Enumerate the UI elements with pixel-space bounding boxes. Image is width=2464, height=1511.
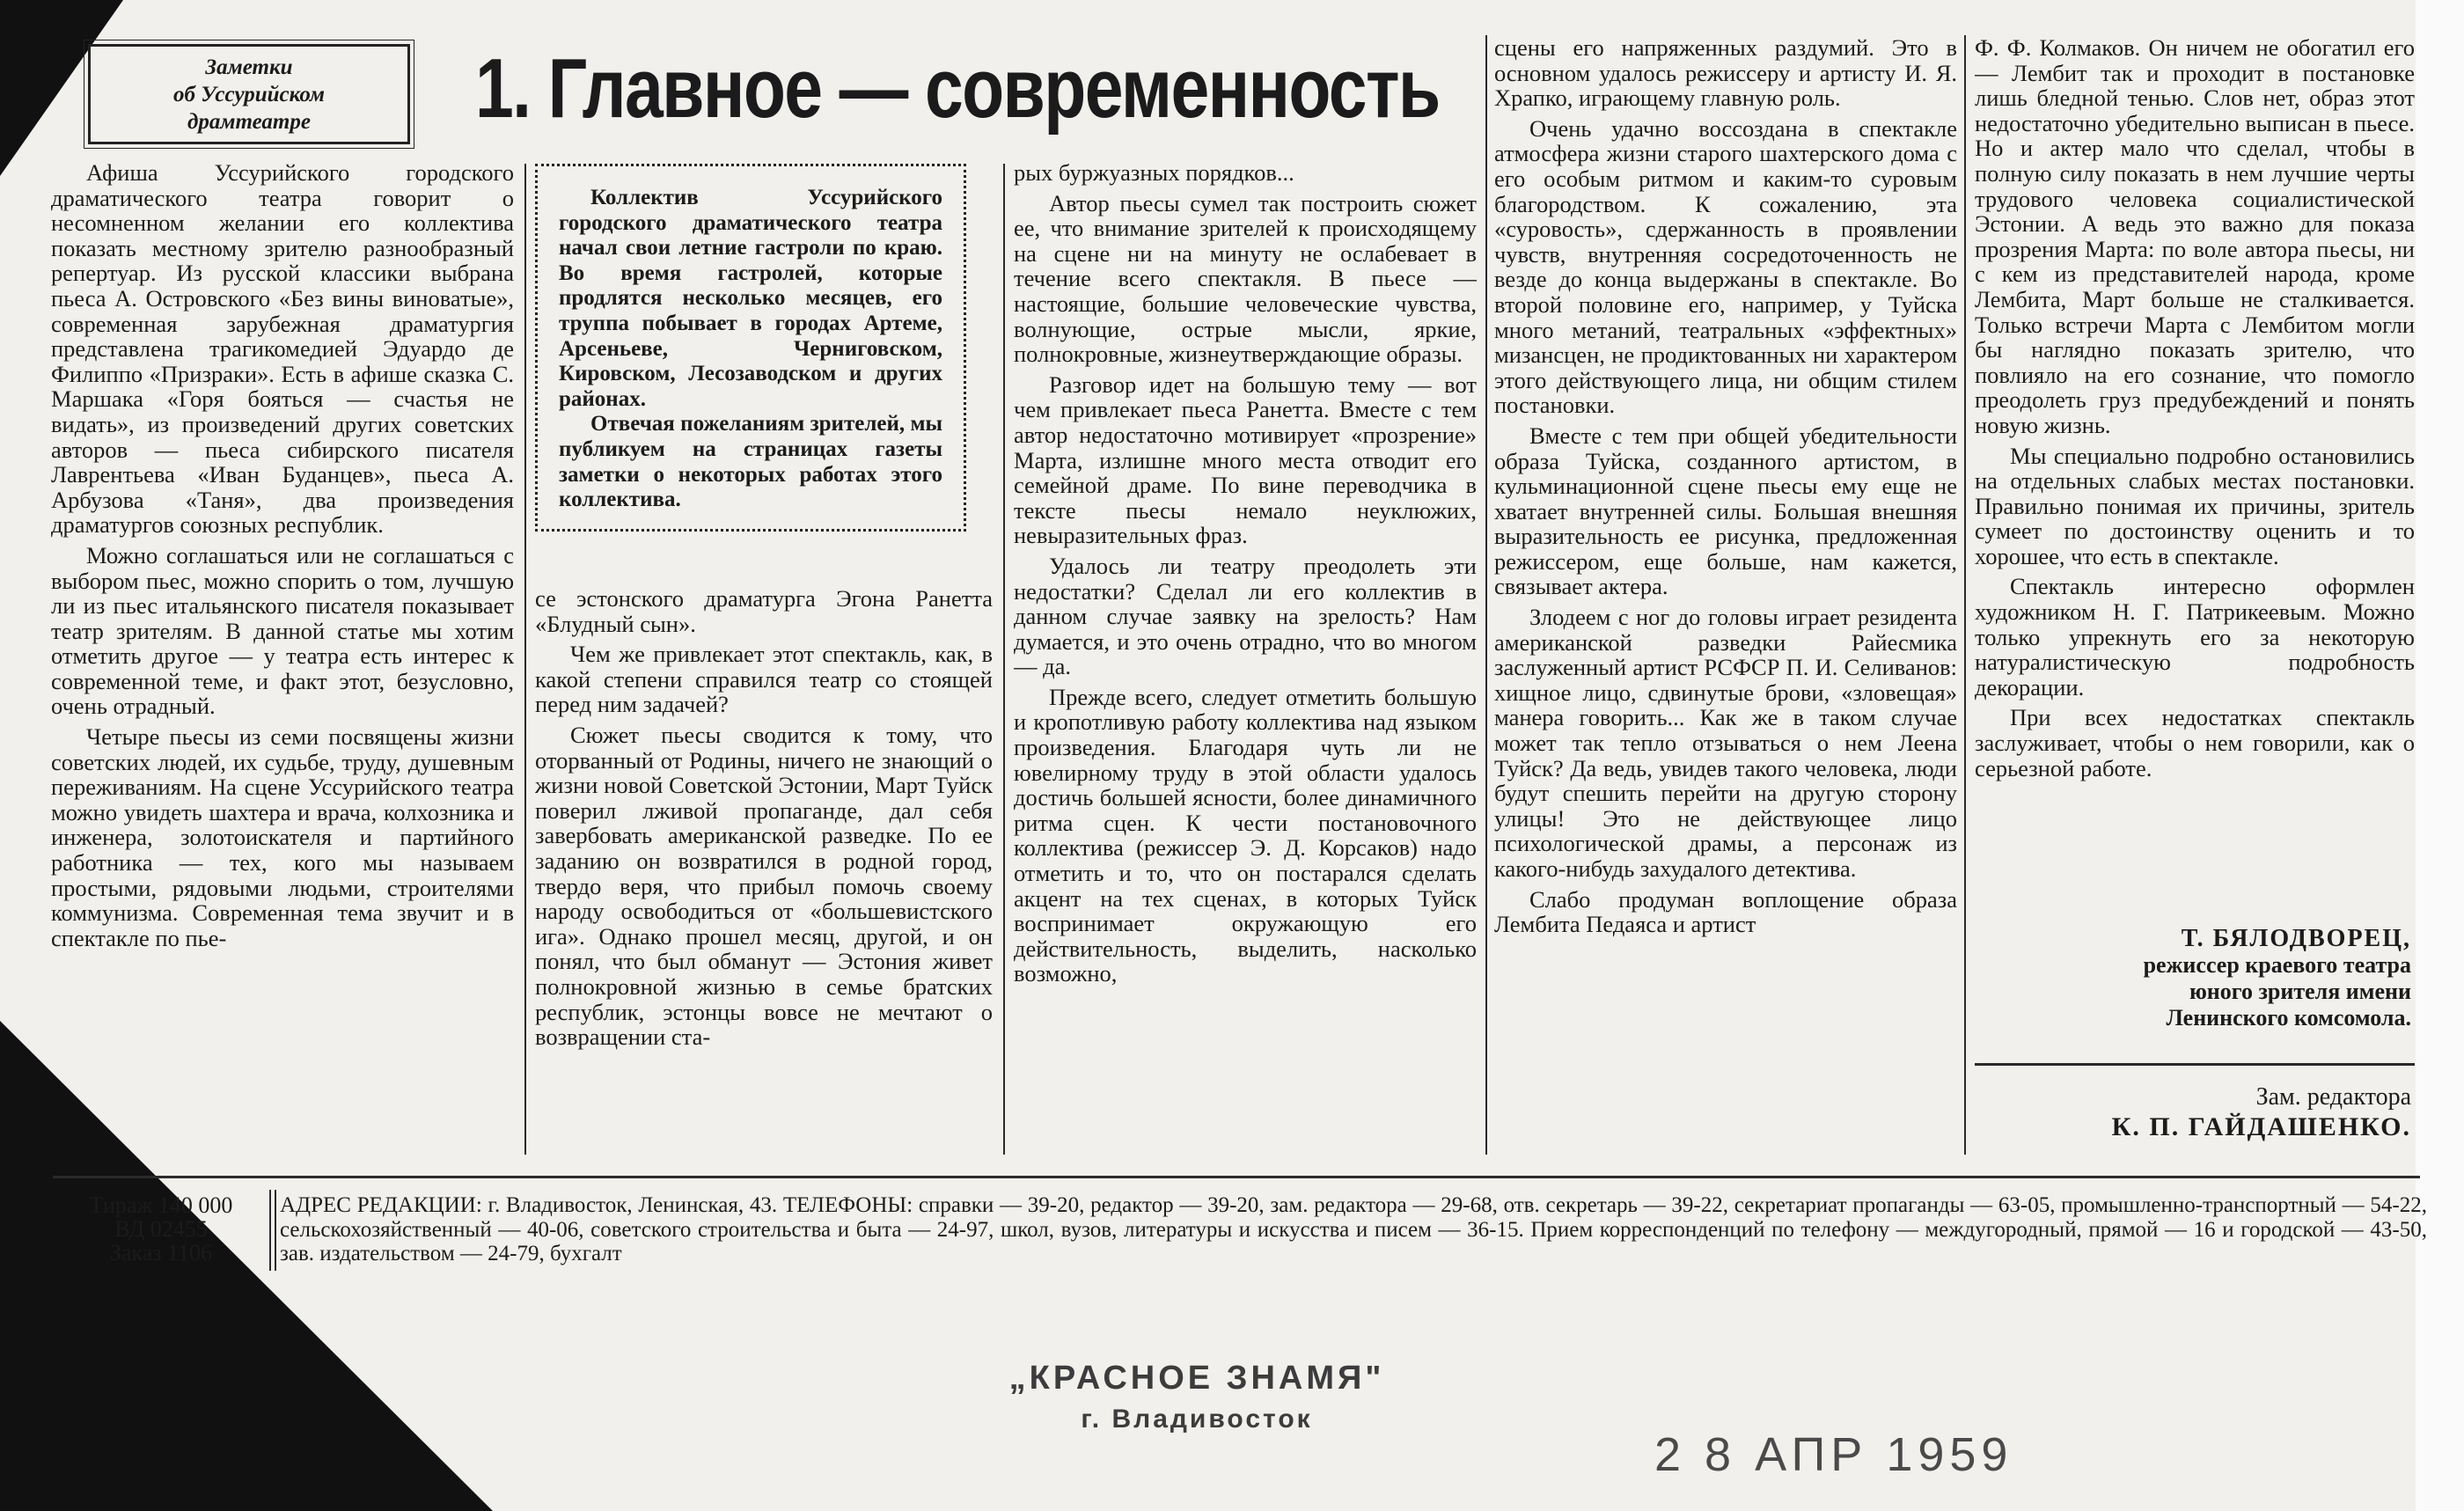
paragraph: Автор пьесы сумел так построить сюжет ее, что внимание зрителей к происходящему на сцене ни на минуту не ослабевает в течение всего спектакля. В пьесе — настоящие, большие человеческие чувства, волнующие, острые мысли, яркие, полнокровные, жизнеутверждающие образы. [1014, 189, 1477, 368]
article-column-3 [1014, 160, 1477, 1151]
signature-rule [1975, 1063, 2415, 1066]
paragraph: се эстонского драматурга Эгона Ранетта «Блудный сын». [535, 586, 993, 637]
paragraph: Слабо продуман воплощение образа Лембита Педаяса и артист [1494, 885, 1957, 938]
author-position: Ленинского комсомола. [2166, 1005, 2411, 1031]
footer-divider [275, 1190, 276, 1271]
paragraph: Вместе с тем при общей убедительности образа Туйска, созданного артистом, в кульминационной сцене пьесы ему еще не хватает внутренней силы. Большая внешняя выразительность ее рисунка, предложенная режиссером, еще больше, нам кажется, связывает актера. [1494, 422, 1957, 600]
rubric-line: драмтеатре [187, 109, 311, 134]
column-divider [1485, 35, 1487, 1155]
stamp-title: „КРАСНОЕ ЗНАМЯ" [1008, 1360, 1385, 1397]
intro-paragraph: Коллектив Уссурийского городского драматического театра начал свои летние гастроли по краю. Во время гастролей, которые продлятся несколько месяцев, его труппа побывает в городах Артеме, Арсеньеве, Черниговском, Кировском, Лесозаводском и других районах. [559, 186, 942, 411]
author-signature [1971, 926, 2411, 1031]
editorial-address: АДРЕС РЕДАКЦИИ: г. Владивосток, Ленинская, 43. ТЕЛЕФОНЫ: справки — 39-20, редактор — 39-20, зам. редактора — 29-68, отв. секретарь — 39-22, секретариат пропаганды — 63-05, промышленно-транспортный — 54-22, сельскохозяйственный — 40-06, советского строительства и быта — 24-97, школ, вузов, литературы и искусства и писем — 36-15. Прием корреспонденций по телефону — междугородный, прямой — 16 и городской — 43-50, зав. издательством — 24-79, бухгалт [280, 1193, 2427, 1265]
paragraph: Сюжет пьесы сводится к тому, что оторванный от Родины, ничего не знающий о жизни новой Советской Эстонии, Март Туйск поверил лживой пропаганде, дал себя завербовать американской разведке. По ее заданию он возвратился в родной город, твердо веря, что прибыл помочь своему народу освободиться от «большевистского ига». Однако прошел месяц, другой, и он понял, что был обманут — Эстония живет полнокровной жизнью в семье братских республик, эстонцы вовсе не мечтают о возвращении ста- [535, 721, 993, 1051]
rubric-box [88, 44, 410, 144]
author-position: режиссер краевого театра [2143, 952, 2411, 978]
paragraph: сцены его напряженных раздумий. Это в основном удалось режиссеру и артисту И. Я. Храпко, играющему главную роль. [1494, 35, 1957, 112]
author-name: Т. БЯЛОДВОРЕЦ, [2181, 925, 2411, 952]
imprint-line: ВД 02455 [114, 1216, 208, 1242]
paragraph: Удалось ли театру преодолеть эти недостатки? Сделал ли его коллектив в данном случае заявку на зрелость? Нам думается, и это очень отрадно, что во многом — да. [1014, 552, 1477, 680]
date-stamp: 2 8 АПР 1959 [1654, 1428, 2013, 1481]
rubric-line: об Уссурийском [172, 82, 326, 106]
print-run-imprint [60, 1193, 262, 1265]
paragraph: Спектакль интересно оформлен художником Н. Г. Патрикеевым. Можно только упрекнуть его за некоторую натуралистическую подробность декорации. [1975, 573, 2415, 700]
paragraph: Очень удачно воссоздана в спектакле атмосфера жизни старого шахтерского дома с его особым ритмом и каким-то суровым благородством. К сожалению, эта «суровость», сдержанность в проявлении чувств, внутренняя сосредоточенность не везде до конца выдержаны в спектакле. Во второй половине его, например, у Туйска много метаний, театральных «эффектных» мизансцен, не продиктованных ни характером этого действующего лица, ни общим стилем постановки. [1494, 114, 1957, 419]
column-divider [1964, 35, 1966, 1155]
imprint-line: Тираж 140 000 [89, 1192, 233, 1218]
paragraph: Прежде всего, следует отметить большую и кропотливую работу коллектива над языком произведения. Благодаря чуть ли не ювелирному труду в этой области удалось достичь большей ясности, более динамичного ритма сцен. К чести постановочного коллектива (режиссер Э. Д. Корсаков) надо отметить и то, что он постарался сделать акцент на тех сценах, в которых Туйск воспринимает окружающую его действительность, выделить, насколько возможно, [1014, 683, 1477, 987]
stamp-city: г. Владивосток [1081, 1405, 1313, 1434]
paragraph: Злодеем с ног до головы играет резидента американской разведки Райесмика заслуженный артист РСФСР П. И. Селиванов: хищное лицо, сдвинутые брови, «зловещая» манера говорить... Как же в таком случае может так тепло отзываться о нем Леена Туйск? Да ведь, увидев такого человека, люди будут спешить перейти на другую сторону улицы! Это не действующее лицо психологической драмы, а персонаж из какого-нибудь захудалого детектива. [1494, 604, 1957, 882]
article-column-5 [1975, 35, 2415, 920]
article-column-4 [1494, 35, 1957, 1151]
editor-title: Зам. редактора [2255, 1083, 2411, 1111]
paragraph: Афиша Уссурийского городского драматического театра говорит о несомненном желании его коллектива показать местному зрителю разнообразный репертуар. Из русской классики выбрана пьеса А. Островского «Без вины виноватые», современная зарубежная драматургия представлена трагикомедией Эдуардо де Филиппо «Призраки». Есть в афише сказка С. Маршака «Горя бояться — счастья не видать», из произведений других советских авторов — пьеса сибирского писателя Лаврентьева «Иван Буданцев», пьеса А. Арбузова «Таня», два произведения драматургов союзных республик. [51, 160, 514, 539]
editor-name: К. П. ГАЙДАШЕНКО. [2111, 1112, 2411, 1141]
article-column-2 [535, 586, 993, 1155]
paragraph: Четыре пьесы из семи посвящены жизни советских людей, их судьбе, труду, душевным переживаниям. На сцене Уссурийского театра можно увидеть шахтера и врача, колхозника и инженера, золотоискателя и партийного работника — тех, кого мы называем простыми, рядовыми людьми, строителями коммунизма. Современная тема звучит и в спектакле по пье- [51, 723, 514, 951]
article-headline: 1. Главное — современность [475, 41, 1440, 136]
rubric-line: Заметки [205, 55, 293, 79]
library-stamp [1003, 1360, 1390, 1434]
article-column-1 [51, 160, 514, 1151]
imprint-line: Заказ 1106 [109, 1240, 213, 1265]
column-divider [1003, 164, 1005, 1155]
deputy-editor-block [1971, 1082, 2411, 1142]
paragraph: Можно соглашаться или не соглашаться с выбором пьес, можно спорить о том, лучшую ли из пьес итальянского писателя показывает театр зрителям. В данной статье мы хотим отметить другое — у театра есть интерес к современной теме, и факт этот, безусловно, очень отрадный. [51, 541, 514, 720]
footer-divider [269, 1190, 271, 1271]
paragraph: Мы специально подробно остановились на отдельных слабых местах постановки. Правильно понимая их причины, зритель сумеет по достоинству оценить и то хорошее, что есть в спектакле. [1975, 442, 2415, 569]
editorial-intro-box [535, 164, 966, 532]
footer-top-rule [53, 1176, 2420, 1178]
author-position: юного зрителя имени [2189, 979, 2411, 1004]
paragraph: рых буржуазных порядков... [1014, 160, 1294, 186]
intro-paragraph: Отвечая пожеланиям зрителей, мы публикуем на страницах газеты заметки о некоторых работах этого коллектива. [559, 412, 942, 512]
paragraph: При всех недостатках спектакль заслуживает, чтобы о нем говорили, как о серьезной работе. [1975, 704, 2415, 781]
paragraph: Разговор идет на большую тему — вот чем привлекает пьеса Ранетта. Вместе с тем автор недостаточно мотивирует «прозрение» Марта, излишне много места отводит его семейной драме. По вине переводчика в тексте пьесы немало неуклюжих, невыразительных фраз. [1014, 370, 1477, 549]
column-divider [524, 164, 526, 1155]
paragraph: Ф. Ф. Колмаков. Он ничем не обогатил его — Лембит так и проходит в постановке лишь бледной тенью. Слов нет, образ этот недостаточно убедительно выписан в пьесе. Но и актер мало что сделал, чтобы в полную силу показать в нем лучшие черты трудового человека социалистической Эстонии. А ведь это важно для показа прозрения Марта: по воле автора пьесы, ни с кем из представителей народа, кроме Лембита, Март больше не сталкивается. Только встречи Марта с Лембитом могли бы наглядно показать зрителю, что повлияло на его сознание, что помогло преодолеть груз предубеждений и понять новую жизнь. [1975, 35, 2415, 438]
paragraph: Чем же привлекает этот спектакль, как, в какой степени справился театр со стоящей перед ним задачей? [535, 641, 993, 718]
